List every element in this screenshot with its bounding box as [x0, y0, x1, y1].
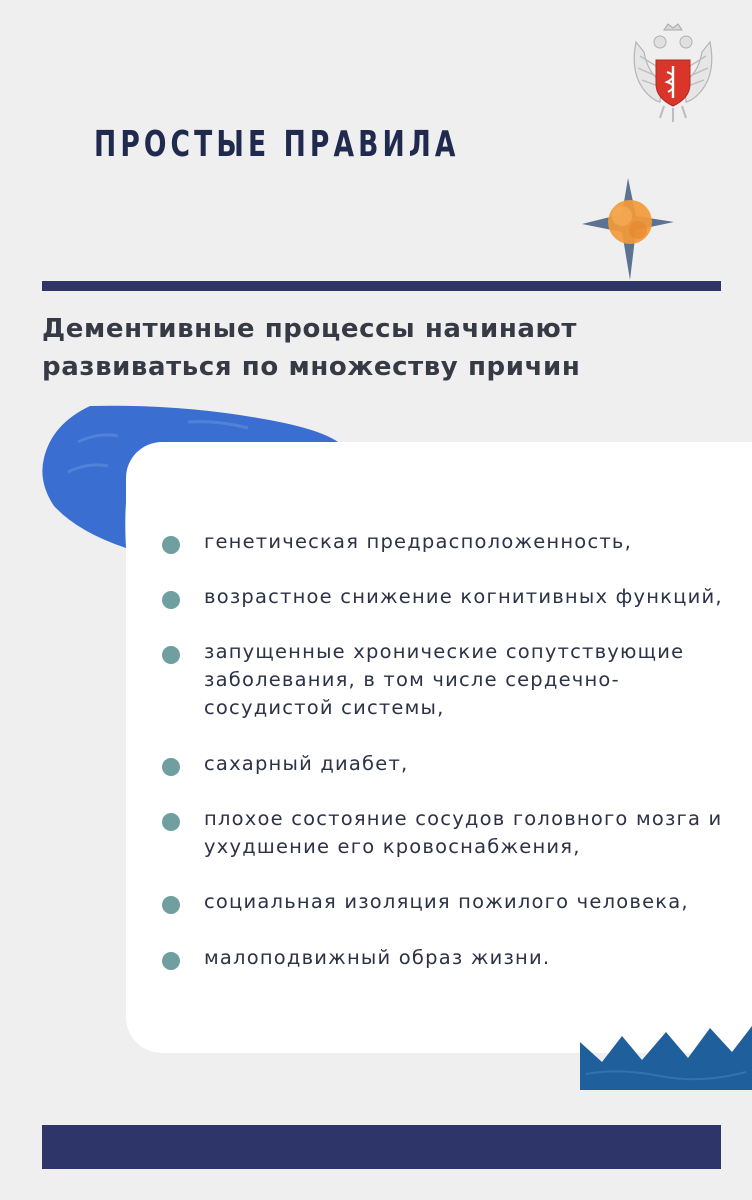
headline: Дементивные процессы начинают развиваться по множеству причин [42, 314, 581, 382]
cause-text: генетическая предрасположенность, [204, 530, 633, 553]
bullet-dot [162, 591, 180, 609]
bullet-dot [162, 536, 180, 554]
bullet-dot [162, 813, 180, 831]
list-item [162, 944, 724, 972]
cause-text: социальная изоляция пожилого человека, [204, 890, 689, 913]
rospotrebnadzor-emblem-icon [626, 22, 720, 126]
cause-text: запущенные хронические сопутствующие заболевания, в том числе сердечно-сосудистой системы, [204, 640, 685, 719]
list-item [162, 888, 724, 916]
list-item [162, 638, 724, 722]
cause-text: плохое состояние сосудов головного мозга и ухудшение его кровоснабжения, [204, 807, 723, 858]
list-item [162, 583, 724, 611]
list-item [162, 805, 724, 861]
compass-star-icon [578, 176, 678, 282]
footer-bar [42, 1125, 721, 1169]
bullet-dot [162, 952, 180, 970]
cause-text: сахарный диабет, [204, 752, 409, 775]
bullet-dot [162, 758, 180, 776]
bullet-dot [162, 646, 180, 664]
top-divider [42, 281, 721, 291]
cause-text: возрастное снижение когнитивных функций, [204, 585, 723, 608]
bullet-dot [162, 896, 180, 914]
list-item [162, 750, 724, 778]
list-item [162, 528, 724, 556]
cause-text: малоподвижный образ жизни. [204, 946, 551, 969]
wave-decoration [580, 1022, 752, 1090]
page-title: ПРОСТЫЕ ПРАВИЛА [94, 124, 460, 165]
